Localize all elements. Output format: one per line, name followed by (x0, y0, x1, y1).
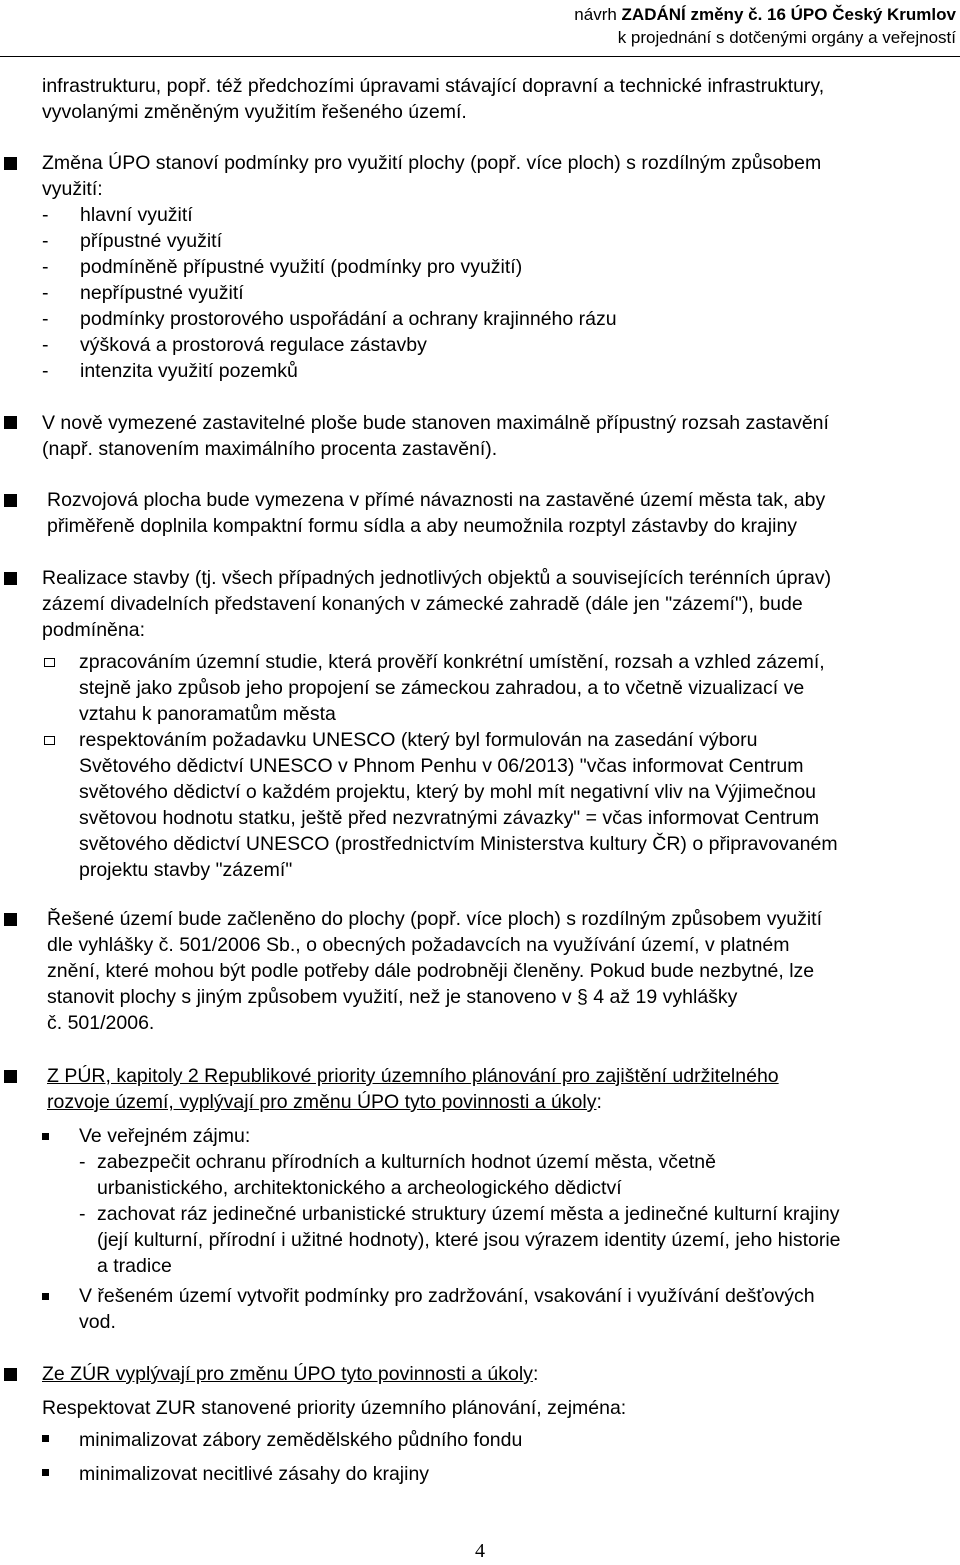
dash-item: - zachovat ráz jedinečné urbanistické struktury území města a jedinečné kulturní krajiny (79, 1203, 840, 1225)
sub-bullet-small-square (42, 1435, 49, 1442)
list-item: - podmíněně přípustné využití (podmínky pro využití) (42, 256, 523, 278)
paragraph-area-classification (47, 906, 952, 1036)
paragraph-line: zázemí divadelních představení konaných v zámecké zahradě (dále jen "zázemí"), bude (42, 593, 803, 615)
paragraph-development-area (47, 487, 952, 539)
bullet-square (4, 1070, 17, 1083)
paragraph-max-extent (42, 410, 952, 462)
dash-item-continuation: (její kulturní, přírodní i užitné hodnoty), které jsou výrazem identity území, jeho historie (97, 1229, 841, 1251)
sub-item-unesco (79, 727, 952, 883)
paragraph-line: Rozvojová plocha bude vymezena v přímé návaznosti na zastavěné území města tak, aby (47, 489, 826, 511)
paragraph-line: Řešené území bude začleněno do plochy (popř. více ploch) s rozdílným způsobem využití (47, 908, 822, 930)
bullet-square (4, 157, 17, 170)
sub-item-line: stejně jako způsob jeho propojení se zámeckou zahradou, a to včetně vizualizací ve (79, 677, 805, 699)
dash-item-continuation: a tradice (97, 1255, 172, 1277)
sub-item-line: respektováním požadavku UNESCO (který byl formulován na zasedání výboru (79, 729, 758, 751)
sub-bullet-small-square (42, 1133, 49, 1140)
bullet-square (4, 416, 17, 429)
header-rule (0, 56, 960, 57)
paragraph-line: dle vyhlášky č. 501/2006 Sb., o obecných požadavcích na využívání území, v platném (47, 934, 790, 956)
sub-item-line: Světového dědictví UNESCO v Phnom Penhu v 06/2013) "včas informovat Centrum (79, 755, 804, 777)
sub-item-label: Ve veřejném zájmu: (79, 1125, 251, 1147)
sub-item-public-interest (79, 1123, 952, 1279)
sub-item-zpf: minimalizovat zábory zemědělského půdního fondu (79, 1429, 523, 1451)
bullet-square (4, 1368, 17, 1381)
paragraph-realization (42, 565, 952, 643)
sub-item-line: světovou hodnotu statku, ještě před nezvratnými závazky" = včas informovat Centrum (79, 807, 820, 829)
paragraph-line: Změna ÚPO stanoví podmínky pro využití plochy (popř. více ploch) s rozdílným způsobem (42, 152, 822, 174)
paragraph-line: V nově vymezené zastavitelné ploše bude stanoven maximálně přípustný rozsah zastavění (42, 412, 829, 434)
list-item: - podmínky prostorového uspořádání a ochrany krajinného rázu (42, 308, 617, 330)
list-item: - nepřípustné využití (42, 282, 244, 304)
sub-item-line: zpracováním územní studie, která prověří konkrétní umístění, rozsah a vzhled zázemí, (79, 651, 825, 673)
paragraph-line: podmíněna: (42, 619, 145, 641)
paragraph-pur (47, 1063, 952, 1115)
sub-bullet-small-square (42, 1469, 49, 1476)
paragraph-line: Realizace stavby (tj. všech případných jednotlivých objektů a souvisejících terénních úprav) (42, 567, 832, 589)
sub-bullet-open-square (44, 658, 55, 667)
heading-colon: : (532, 1363, 539, 1385)
header-title (574, 3, 956, 26)
paragraph-line: (např. stanovením maximálního procenta zastavění). (42, 438, 498, 460)
bullet-square (4, 494, 17, 507)
paragraph-conditions (42, 150, 952, 384)
sub-bullet-open-square (44, 736, 55, 745)
paragraph-line: Respektovat ZUR stanovené priority územního plánování, zejména: (42, 1397, 627, 1419)
intro-line: infrastrukturu, popř. též předchozími úpravami stávající dopravní a technické infrastruktury, (42, 75, 825, 97)
list-item: - hlavní využití (42, 204, 193, 226)
sub-item-rainwater (79, 1283, 952, 1335)
list-item: - přípustné využití (42, 230, 222, 252)
intro-paragraph (42, 73, 952, 125)
sub-bullet-small-square (42, 1293, 49, 1300)
bullet-square (4, 572, 17, 585)
paragraph-line: stanovit plochy s jiným způsobem využití, než je stanoveno v § 4 až 19 vyhlášky (47, 986, 738, 1008)
section-heading-underlined: Z PÚR, kapitoly 2 Republikové priority územního plánování pro zajištění udržitelného (47, 1065, 779, 1087)
section-heading-underlined: rozvoje území, vyplývají pro změnu ÚPO tyto povinnosti a úkoly (47, 1091, 597, 1113)
sub-item-line: V řešeném území vytvořit podmínky pro zadržování, vsakování i využívání dešťových (79, 1285, 815, 1307)
paragraph-line: přiměřeně doplnila kompaktní formu sídla a aby neumožnila rozptyl zástavby do krajiny (47, 515, 798, 537)
intro-line: vyvolanými změněným využitím řešeného území. (42, 101, 467, 123)
sub-item-landscape: minimalizovat necitlivé zásahy do krajiny (79, 1463, 430, 1485)
bullet-square (4, 913, 17, 926)
header-subtitle: k projednání s dotčenými orgány a veřejností (617, 28, 956, 47)
sub-item-line: vztahu k panoramatům města (79, 703, 336, 725)
heading-colon: : (596, 1091, 602, 1113)
list-item: - výšková a prostorová regulace zástavby (42, 334, 427, 356)
sub-item-line: vod. (79, 1311, 116, 1333)
sub-item-line: světového dědictví UNESCO (prostřednictvím Ministerstva kultury ČR) o připravovaném (79, 833, 838, 855)
paragraph-line: č. 501/2006. (47, 1012, 155, 1034)
sub-item-line: světového dědictví o každém projektu, který by mohl mít negativní vliv na Výjimečnou (79, 781, 817, 803)
dash-item: - zabezpečit ochranu přírodních a kulturních hodnot území města, včetně (79, 1151, 716, 1173)
paragraph-line: znění, které mohou být podle potřeby dále podrobněji členěny. Pokud bude nezbytné, lze (47, 960, 815, 982)
paragraph-zur (42, 1361, 952, 1421)
section-heading-underlined: Ze ZÚR vyplývají pro změnu ÚPO tyto povinnosti a úkoly (42, 1363, 533, 1385)
sub-item-line: projektu stavby "zázemí" (79, 859, 293, 881)
header-bold-title: ZADÁNÍ změny č. 16 ÚPO Český Krumlov (621, 5, 956, 24)
page-number: 4 (475, 1540, 485, 1562)
sub-item-study (79, 649, 952, 727)
list-item: - intenzita využití pozemků (42, 360, 298, 382)
header-prefix: návrh (574, 5, 622, 24)
dash-item-continuation: urbanistického, architektonického a archeologického dědictví (97, 1177, 622, 1199)
paragraph-line: využití: (42, 178, 103, 200)
